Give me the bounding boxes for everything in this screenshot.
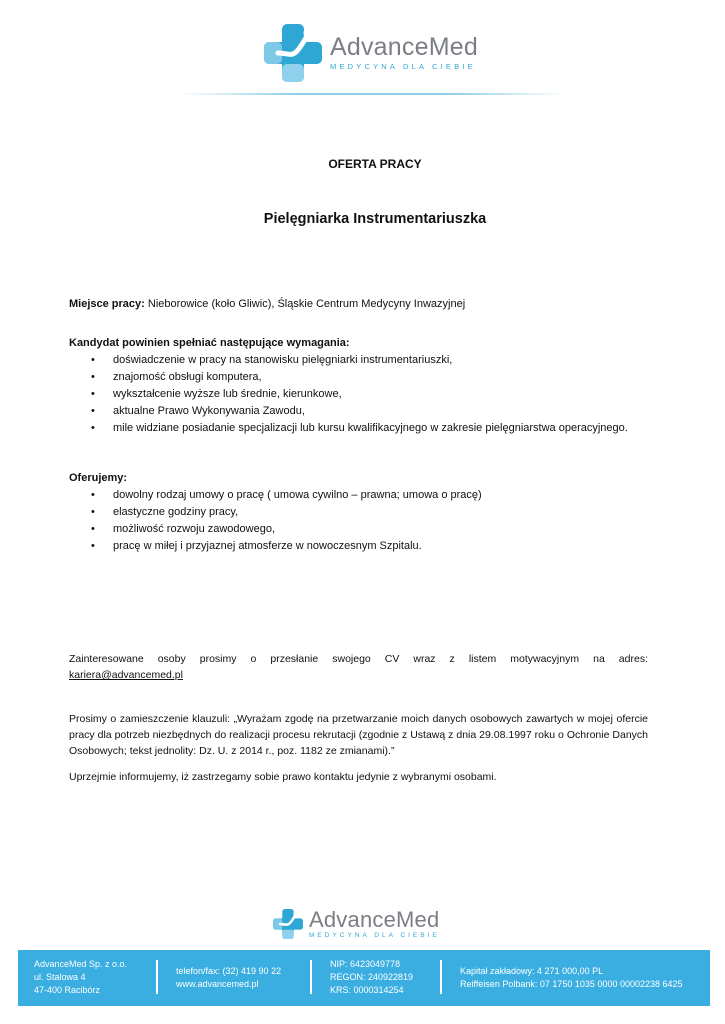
krs: KRS: 0000314254 — [330, 985, 404, 995]
bank-account: Reiffeisen Polbank: 07 1750 1035 0000 00002238 6425 — [460, 979, 683, 989]
place-value: Nieborowice (koło Gliwic), Śląskie Centrum Medycyny Inwazyjnej — [144, 298, 466, 310]
email-link[interactable]: kariera@advancemed.pl — [69, 669, 183, 681]
place-of-work — [69, 296, 649, 313]
medical-cross-icon — [262, 22, 324, 84]
phone: telefon/fax: (32) 419 90 22 — [176, 966, 282, 976]
document-label: OFERTA PRACY — [328, 157, 422, 171]
application-info — [69, 651, 648, 683]
list-item: • pracę w miłej i przyjaznej atmosferze w nowoczesnym Szpitalu. — [113, 538, 649, 555]
footer-address — [34, 958, 127, 997]
medical-cross-icon — [272, 908, 304, 940]
brand-tagline: MEDYCYNA DLA CIEBIE — [330, 62, 476, 72]
requirements-list — [69, 352, 649, 437]
list-item: • wykształcenie wyższe lub średnie, kierunkowe, — [113, 386, 649, 403]
footer-divider — [156, 960, 158, 994]
header-logo — [262, 22, 478, 84]
offer-list — [69, 487, 649, 555]
footer-registry — [330, 958, 413, 997]
regon: REGON: 240922819 — [330, 972, 414, 982]
nip: NIP: 6423049778 — [330, 959, 401, 969]
footer-divider — [440, 960, 442, 994]
website-link[interactable]: www.advancemed.pl — [176, 979, 259, 989]
requirements-heading: Kandydat powinien spełniać następujące wymagania: — [69, 337, 350, 349]
footer-bar — [18, 950, 710, 1006]
requirements-section — [69, 335, 649, 437]
list-item: • aktualne Prawo Wykonywania Zawodu, — [113, 403, 649, 420]
offer-heading: Oferujemy: — [69, 472, 128, 484]
contact-notice: Uprzejmie informujemy, iż zastrzegamy sobie prawo kontaktu jedynie z wybranymi osobami. — [69, 771, 497, 783]
footer-contact — [176, 965, 281, 991]
list-item: • elastyczne godziny pracy, — [113, 504, 649, 521]
header-divider — [180, 93, 565, 95]
list-item: • znajomość obsługi komputera, — [113, 369, 649, 386]
brand-name: AdvanceMed — [330, 33, 478, 62]
footer-finance — [460, 965, 683, 991]
street: ul. Stalowa 4 — [34, 972, 86, 982]
list-item: • możliwość rozwoju zawodowego, — [113, 521, 649, 538]
job-title: Pielęgniarka Instrumentariuszka — [263, 211, 487, 227]
city: 47-400 Racibórz — [34, 985, 101, 995]
list-item: • doświadczenie w pracy na stanowisku pielęgniarki instrumentariuszki, — [113, 352, 649, 369]
brand-tagline: MEDYCYNA DLA CIEBIE — [309, 931, 440, 939]
list-item: • mile widziane posiadanie specjalizacji lub kursu kwalifikacyjnego w zakresie pielęgniarstwa operacyjnego. — [113, 420, 649, 437]
footer-divider — [310, 960, 312, 994]
offer-section — [69, 470, 649, 555]
application-text: Zainteresowane osoby prosimy o przesłanie swojego CV wraz z listem motywacyjnym na adres: — [69, 653, 648, 665]
share-capital: Kapitał zakładowy: 4 271 000,00 PL — [460, 966, 604, 976]
list-item: • dowolny rodzaj umowy o pracę ( umowa cywilno – prawna; umowa o pracę) — [113, 487, 649, 504]
company-name: AdvanceMed Sp. z o.o. — [34, 959, 128, 969]
place-label: Miejsce pracy: — [69, 298, 145, 310]
footer-logo — [272, 908, 440, 940]
brand-name: AdvanceMed — [309, 906, 440, 932]
consent-clause: Prosimy o zamieszczenie klauzuli: „Wyrażam zgodę na przetwarzanie moich danych osobowych zawartych w mojej ofercie pracy dla potrzeb niezbędnych do realizacji procesu rekrutacji (zgodnie z Ustawą z dnia 29.08.1997 roku o Ochronie Danych Osobowych; tekst jednolity: Dz. U. z 2014 r., poz. 1182 ze zmianami).” — [69, 713, 648, 757]
